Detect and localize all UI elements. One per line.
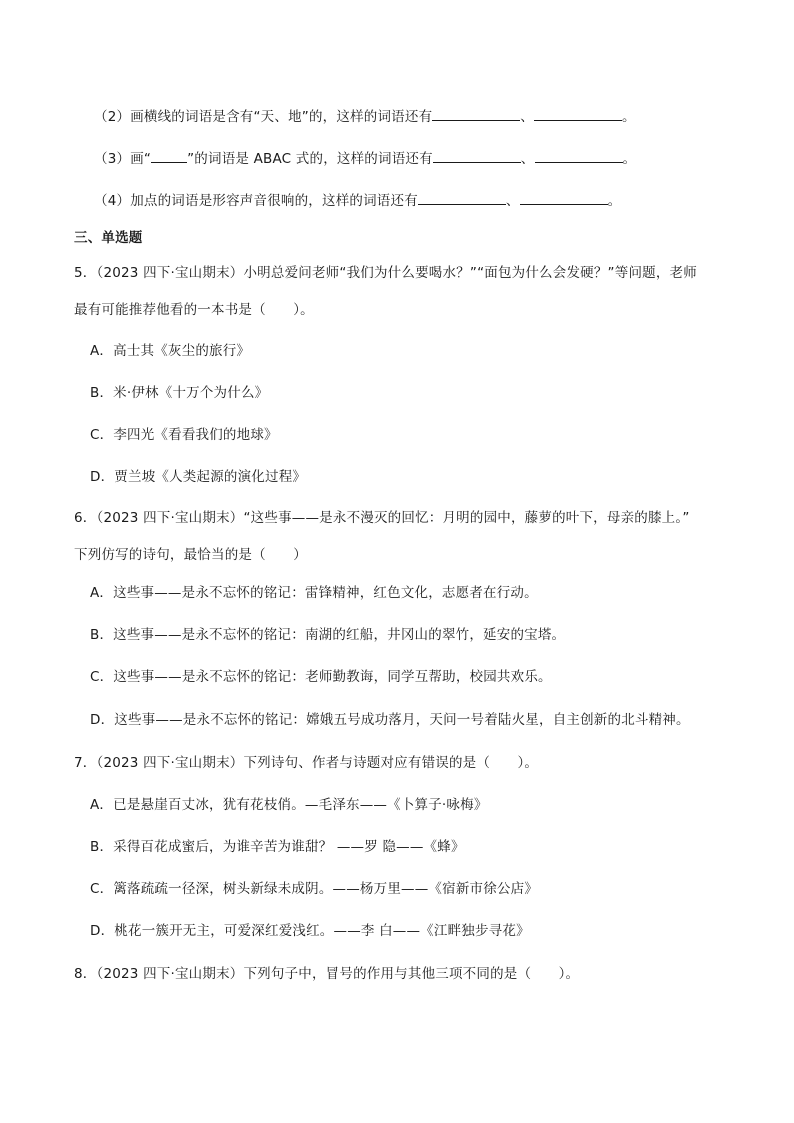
question-7-option-b[interactable]: B．采得百花成蜜后，为谁辛苦为谁甜？ ——罗 隐——《蜂》 [90,839,465,855]
answer-blank[interactable] [534,106,622,121]
answer-blank[interactable] [535,148,623,163]
answer-blank[interactable] [520,190,608,205]
question-5-stem-line1: 5．（2023 四下·宝山期末）小明总爱问老师“我们为什么要喝水？”“面包为什么会发硬？”等问题，老师 [74,265,697,281]
question-5-option-a[interactable]: A．高士其《灰尘的旅行》 [90,343,251,359]
fill-question-3-text-b: ”的词语是 ABAC 式的，这样的词语还有 [187,151,433,167]
separator: 、 [520,109,534,125]
fill-question-4 [94,190,621,211]
question-7-option-d[interactable]: D．桃花一簇开无主，可爱深红爱浅红。——李 白——《江畔独步寻花》 [90,923,530,939]
question-8-stem: 8．（2023 四下·宝山期末）下列句子中，冒号的作用与其他三项不同的是（ ）。 [74,966,580,982]
question-6-option-a[interactable]: A．这些事——是永不忘怀的铭记：雷锋精神，红色文化，志愿者在行动。 [90,585,538,601]
question-5-stem-line2: 最有可能推荐他看的一本书是（ ）。 [74,302,314,318]
fill-question-2-text: （2）画横线的词语是含有“天、地”的，这样的词语还有 [94,109,433,125]
period: 。 [621,109,636,125]
separator: 、 [520,151,535,167]
question-7-option-a[interactable]: A．已是悬崖百丈冰，犹有花枝俏。—毛泽东——《卜算子·咏梅》 [90,797,488,813]
underline-sample [151,148,187,163]
fill-question-2 [94,106,636,127]
question-6-option-c[interactable]: C．这些事——是永不忘怀的铭记：老师勤教诲，同学互帮助，校园共欢乐。 [90,669,552,685]
answer-blank[interactable] [432,106,520,121]
question-6-option-d[interactable]: D．这些事——是永不忘怀的铭记：嫦娥五号成功落月，天问一号着陆火星，自主创新的北斗精神。 [90,712,690,728]
question-6-stem-line2: 下列仿写的诗句，最恰当的是（ ） [74,547,307,563]
period: 。 [622,151,637,167]
fill-question-4-text: （4）加点的词语是形容声音很响的，这样的词语还有 [94,193,418,209]
section-title: 三、单选题 [74,230,143,246]
period: 。 [607,193,622,209]
question-7-option-c[interactable]: C．篱落疏疏一径深，树头新绿未成阴。——杨万里——《宿新市徐公店》 [90,881,539,897]
question-6-option-b[interactable]: B．这些事——是永不忘怀的铭记：南湖的红船，井冈山的翠竹，延安的宝塔。 [90,627,566,643]
question-7-stem: 7．（2023 四下·宝山期末）下列诗句、作者与诗题对应有错误的是（ ）。 [74,755,539,771]
question-5-option-b[interactable]: B．米·伊林《十万个为什么》 [90,385,269,401]
answer-blank[interactable] [418,190,506,205]
question-5-option-d[interactable]: D．贾兰坡《人类起源的演化过程》 [90,469,307,485]
answer-blank[interactable] [433,148,521,163]
separator: 、 [505,193,520,209]
fill-question-3-text-a: （3）画“ [94,151,152,167]
fill-question-3 [94,148,636,169]
question-6-stem-line1: 6．（2023 四下·宝山期末）“这些事——是永不漫灭的回忆：月明的园中，藤萝的叶下，母亲的膝上。” [74,510,690,526]
question-5-option-c[interactable]: C．李四光《看看我们的地球》 [90,427,278,443]
